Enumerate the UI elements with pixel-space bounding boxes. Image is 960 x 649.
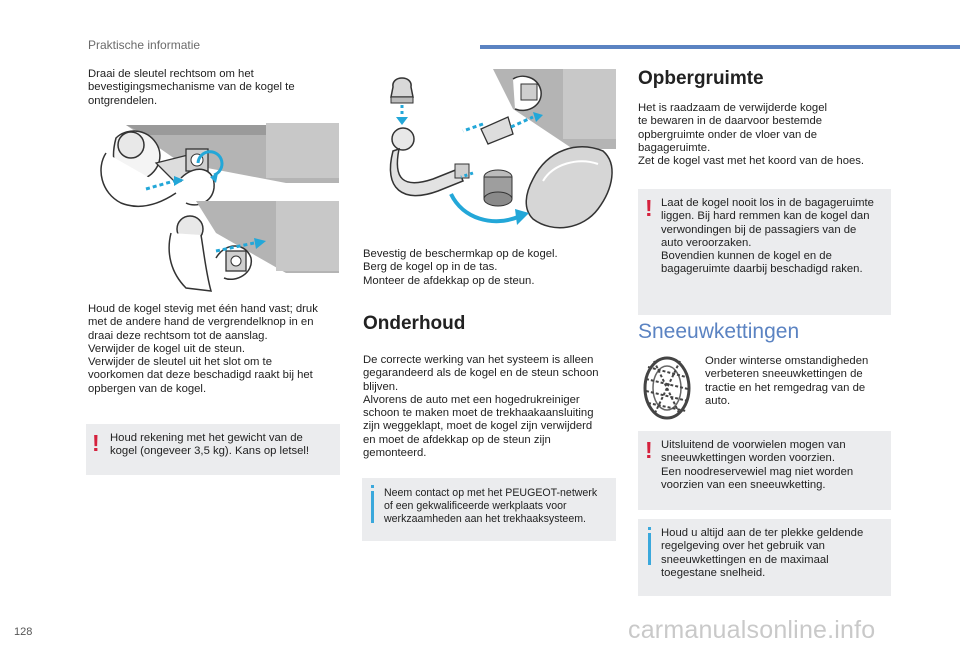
col3-warning-text-1: Laat de kogel nooit los in de bagageruimte liggen. Bij hard remmen kan de kogel dan verwondingen bij de passagiers van de auto veroorzaken. Bovendien kunnen de kogel en de bagageruimte daarbij beschadigd raken. [661,197,874,276]
col3-warning-text-2: Uitsluitend de voorwielen mogen van sneeuwkettingen worden voorzien. Een noodreservewiel mag niet worden voorzien van een sneeuwketting. [661,439,854,491]
col3-warning-box-2 [638,431,891,510]
col2-paragraph: De correcte werking van het systeem is alleen gegarandeerd als de kogel en de steun schoon blijven. Alvorens de auto met een hogedrukreiniger schoon te maken moet de trekhaakaansluiting zijn weggeklapt, moet de kogel zijn verwijderd en moet de afdekkap op de steun zijn gemonteerd. [363,354,599,460]
col2-info-box [362,478,616,541]
col1-warning-text: Houd rekening met het gewicht van de kogel (ongeveer 3,5 kg). Kans op letsel! [110,432,310,458]
col3-warning-box-1 [638,189,891,315]
section-label: Praktische informatie [88,38,201,52]
col1-warning-box [86,424,340,475]
col3-chains-text: Onder winterse omstandigheden verbeteren sneeuwkettingen de tractie en het remgedrag van de auto. [705,355,869,407]
heading-sneeuwkettingen: Sneeuwkettingen [638,320,800,343]
info-bar-icon [371,491,374,523]
col2-caption: Bevestig de beschermkap op de kogel. Berg de kogel op in de tas. Monteer de afdekkap op de steun. [363,248,558,287]
col3-info-text: Houd u altijd aan de ter plekke geldende regelgeving over het gebruik van sneeuwkettingen en de maximaal toegestane snelheid. [661,527,864,579]
col1-intro: Draai de sleutel rechtsom om het bevestigingsmechanisme van de kogel te ontgrendelen. [88,68,295,107]
exclamation-icon: ! [92,430,100,456]
col3-info-box [638,519,891,596]
header-accent-bar [480,45,960,49]
heading-onderhoud: Onderhoud [363,313,466,334]
heading-opbergruimte: Opbergruimte [638,68,764,89]
info-bar-icon [648,533,651,565]
exclamation-icon: ! [645,437,653,463]
exclamation-icon: ! [645,195,653,221]
towball-storage-illustration [363,69,616,241]
col2-info-text: Neem contact op met het PEUGEOT-netwerk of een gekwalificeerde werkplaats voor werkzaamheden aan het trekhaaksysteem. [384,487,598,525]
col1-paragraph: Houd de kogel stevig met één hand vast; druk met de andere hand de vergrendelknop in en draai deze rechtsom tot de aanslag. Verwijder de kogel uit de steun. Verwijder de sleutel uit het slot om te voorkomen dat deze beschadigd raakt bij het opbergen van de kogel. [88,303,318,395]
page-number: 128 [14,626,33,638]
snow-chain-icon [640,355,694,421]
watermark: carmanualsonline.info [628,616,876,644]
col3-paragraph: Het is raadzaam de verwijderde kogel te bewaren in de daarvoor bestemde opbergruimte onder de vloer van de bagageruimte. Zet de kogel vast met het koord van de hoes. [638,102,865,168]
towball-removal-illustration [86,123,339,298]
